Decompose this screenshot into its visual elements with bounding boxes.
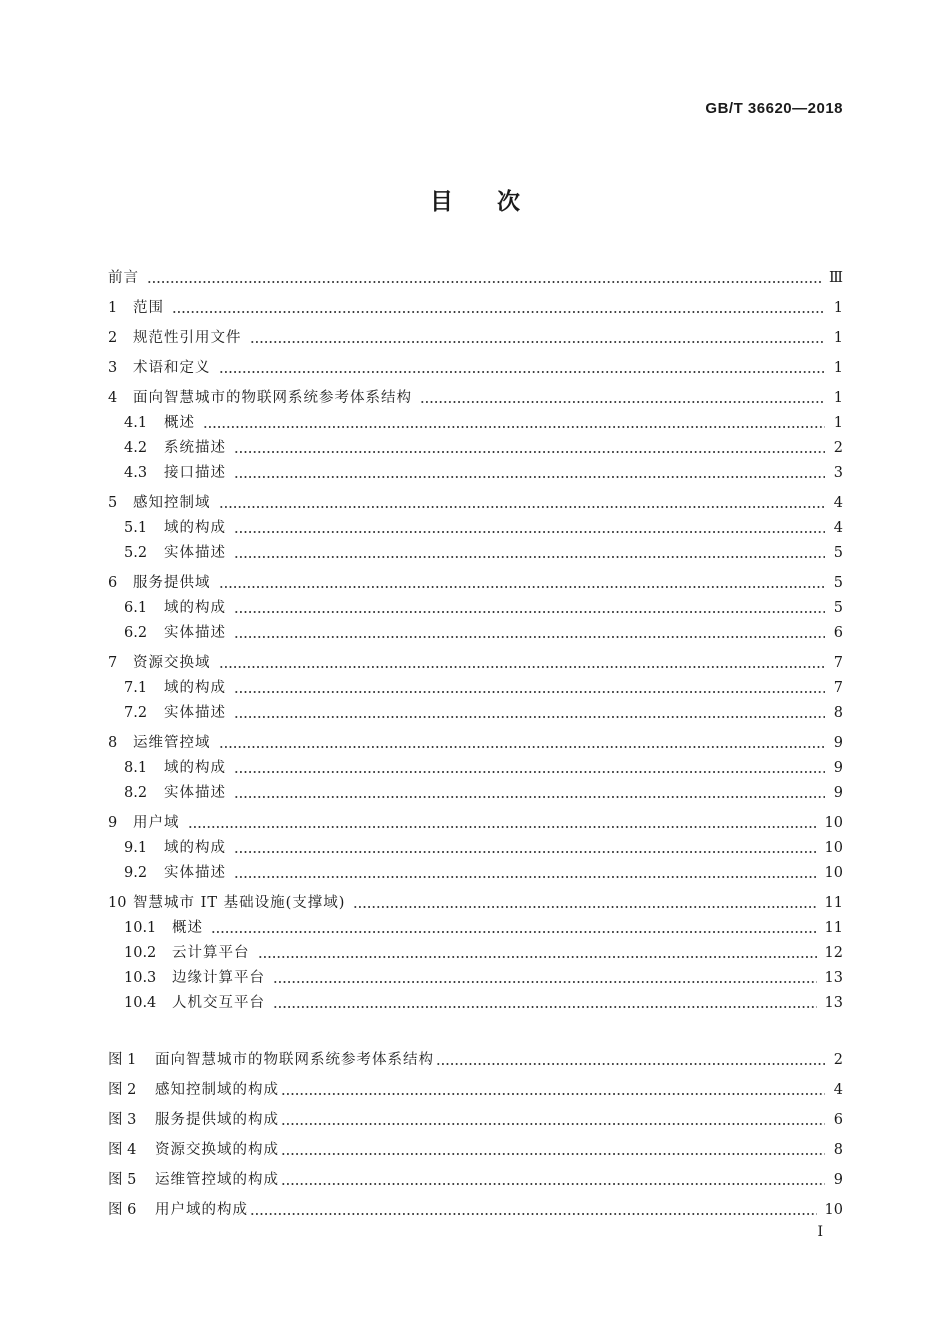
toc-entry[interactable] [108, 262, 843, 287]
figure-entry-page: 8 [833, 1142, 843, 1158]
toc-entry-label: 运维管控域 [133, 735, 211, 751]
figure-entry-number: 图 4 [108, 1142, 137, 1158]
toc-entry-number: 7.1 [124, 680, 148, 696]
toc-entry-label: 前言 [108, 270, 139, 286]
toc-entry-page: 1 [833, 330, 843, 346]
figure-entry-label: 服务提供域的构成 [155, 1112, 279, 1128]
figure-entry-label: 资源交换域的构成 [155, 1142, 279, 1158]
toc-leader-dots [250, 341, 826, 343]
figure-entry-label: 运维管控域的构成 [155, 1172, 279, 1188]
toc-leader-dots [420, 401, 825, 403]
toc-leader-dots [234, 531, 825, 533]
toc-entry[interactable] [108, 487, 843, 512]
toc-entry[interactable] [108, 807, 843, 832]
figure-entry-number: 图 3 [108, 1112, 137, 1128]
toc-entry[interactable] [108, 567, 843, 592]
toc-leader-dots [234, 876, 817, 878]
figure-entry-page: 6 [833, 1112, 843, 1128]
toc-entry-label: 感知控制域 [133, 495, 211, 511]
toc-leader-dots [353, 906, 816, 908]
toc-leader-dots [219, 371, 826, 373]
toc-entry-label: 面向智慧城市的物联网系统参考体系结构 [133, 390, 412, 406]
toc-entry[interactable] [108, 727, 843, 752]
toc-entry-label: 接口描述 [164, 465, 226, 481]
toc-entry-number: 4.2 [124, 440, 148, 456]
figure-entry[interactable] [108, 1104, 843, 1129]
toc-entry[interactable] [124, 407, 843, 432]
toc-leader-dots [234, 716, 825, 718]
toc-leader-dots [234, 771, 825, 773]
toc-entry[interactable] [108, 352, 843, 377]
toc-entry-page: 13 [824, 970, 843, 986]
toc-leader-dots [234, 851, 817, 853]
toc-leader-dots [273, 1006, 817, 1008]
figure-entry-page: 4 [833, 1082, 843, 1098]
toc-entry-label: 实体描述 [164, 785, 226, 801]
toc-entry-number: 9.2 [124, 865, 148, 881]
figure-leader-dots [281, 1183, 825, 1185]
toc-entry-label: 规范性引用文件 [133, 330, 242, 346]
toc-entry-page: 5 [833, 545, 843, 561]
toc-entry-page: 4 [833, 495, 843, 511]
toc-entry-page: 10 [824, 840, 843, 856]
toc-entry-page: 12 [824, 945, 843, 961]
toc-entry-number: 10.1 [124, 920, 157, 936]
toc-entry[interactable] [124, 962, 843, 987]
figure-entry[interactable] [108, 1134, 843, 1159]
toc-entry-number: 8.2 [124, 785, 148, 801]
toc-entry-label: 边缘计算平台 [172, 970, 265, 986]
toc-leader-dots [203, 426, 825, 428]
toc-entry-number: 4.3 [124, 465, 148, 481]
toc-entry-number: 6 [108, 575, 118, 591]
toc-entry-label: 域的构成 [164, 600, 226, 616]
figure-leader-dots [250, 1213, 817, 1215]
toc-entry-number: 1 [108, 300, 118, 316]
toc-leader-dots [234, 451, 825, 453]
toc-entry-label: 人机交互平台 [172, 995, 265, 1011]
toc-leader-dots [234, 476, 825, 478]
figure-entry-label: 面向智慧城市的物联网系统参考体系结构 [155, 1052, 434, 1068]
toc-leader-dots [234, 611, 825, 613]
toc-entry-label: 实体描述 [164, 545, 226, 561]
toc-entry-number: 9.1 [124, 840, 148, 856]
toc-leader-dots [234, 556, 825, 558]
figure-entry[interactable] [108, 1164, 843, 1189]
standard-code: GB/T 36620—2018 [705, 100, 843, 117]
toc-leader-dots [147, 281, 821, 283]
toc-entry-number: 4.1 [124, 415, 148, 431]
figure-entry[interactable] [108, 1194, 843, 1219]
figure-entry[interactable] [108, 1074, 843, 1099]
toc-entry-label: 域的构成 [164, 760, 226, 776]
toc-leader-dots [234, 636, 825, 638]
toc-entry-page: Ⅲ [829, 270, 843, 286]
figure-entry-label: 用户域的构成 [155, 1202, 248, 1218]
toc-entry-number: 6.2 [124, 625, 148, 641]
figure-entry-number: 图 2 [108, 1082, 137, 1098]
toc-entry-number: 2 [108, 330, 118, 346]
figure-leader-dots [436, 1063, 825, 1065]
toc-entry-label: 智慧城市 IT 基础设施(支撑域) [133, 895, 346, 911]
toc-entry-label: 概述 [164, 415, 195, 431]
toc-leader-dots [219, 586, 826, 588]
figure-entry-number: 图 5 [108, 1172, 137, 1188]
toc-entry-page: 11 [824, 895, 843, 911]
toc-entry-number: 5 [108, 495, 118, 511]
figure-entry[interactable] [108, 1044, 843, 1069]
toc-entry-page: 3 [833, 465, 843, 481]
figure-entry-page: 9 [833, 1172, 843, 1188]
toc-entry-label: 实体描述 [164, 705, 226, 721]
footer-page-number: I [817, 1224, 823, 1240]
toc-entry-page: 2 [833, 440, 843, 456]
toc-leader-dots [172, 311, 825, 313]
figure-entry-page: 2 [833, 1052, 843, 1068]
toc-entry-number: 3 [108, 360, 118, 376]
toc-entry[interactable] [124, 672, 843, 697]
figure-entry-number: 图 1 [108, 1052, 137, 1068]
toc-entry[interactable] [124, 537, 843, 562]
page-title: 目次 [430, 189, 564, 215]
toc-entry-label: 服务提供域 [133, 575, 211, 591]
toc-leader-dots [188, 826, 817, 828]
toc-entry[interactable] [124, 617, 843, 642]
toc-entry[interactable] [124, 697, 843, 722]
toc-entry-page: 10 [824, 865, 843, 881]
toc-entry-label: 范围 [133, 300, 164, 316]
toc-leader-dots [219, 746, 826, 748]
toc-entry[interactable] [124, 777, 843, 802]
toc-entry[interactable] [108, 382, 843, 407]
toc-entry-page: 6 [833, 625, 843, 641]
toc-entry-number: 7 [108, 655, 118, 671]
toc-entry-label: 实体描述 [164, 625, 226, 641]
figure-leader-dots [281, 1153, 825, 1155]
toc-entry-page: 1 [833, 360, 843, 376]
toc-entry-number: 9 [108, 815, 118, 831]
toc-entry[interactable] [124, 987, 843, 1012]
toc-leader-dots [273, 981, 817, 983]
toc-entry-page: 10 [824, 815, 843, 831]
toc-leader-dots [258, 956, 817, 958]
toc-entry-label: 用户域 [133, 815, 180, 831]
toc-entry-number: 6.1 [124, 600, 148, 616]
toc-entry[interactable] [124, 937, 843, 962]
toc-entry[interactable] [124, 752, 843, 777]
toc-entry[interactable] [108, 647, 843, 672]
toc-entry-number: 10 [108, 895, 127, 911]
toc-entry-page: 9 [833, 735, 843, 751]
toc-entry-label: 术语和定义 [133, 360, 211, 376]
toc-entry-number: 10.3 [124, 970, 157, 986]
toc-entry-page: 5 [833, 600, 843, 616]
toc-entry-number: 10.2 [124, 945, 157, 961]
toc-entry[interactable] [108, 292, 843, 317]
toc-entry-number: 5.2 [124, 545, 148, 561]
toc-leader-dots [234, 691, 825, 693]
toc-entry[interactable] [124, 857, 843, 882]
toc-entry[interactable] [108, 322, 843, 347]
toc-entry[interactable] [124, 512, 843, 537]
figure-entry-label: 感知控制域的构成 [155, 1082, 279, 1098]
toc-entry-page: 11 [824, 920, 843, 936]
toc-entry[interactable] [124, 457, 843, 482]
figure-entry-number: 图 6 [108, 1202, 137, 1218]
toc-entry-number: 8 [108, 735, 118, 751]
toc-leader-dots [234, 796, 825, 798]
toc-entry-page: 9 [833, 785, 843, 801]
toc-leader-dots [211, 931, 817, 933]
toc-entry[interactable] [108, 887, 843, 912]
toc-entry-number: 10.4 [124, 995, 157, 1011]
toc-entry[interactable] [124, 432, 843, 457]
figure-leader-dots [281, 1093, 825, 1095]
toc-entry[interactable] [124, 592, 843, 617]
toc-entry-page: 7 [833, 655, 843, 671]
toc-entry-number: 8.1 [124, 760, 148, 776]
toc-entry-number: 5.1 [124, 520, 148, 536]
toc-entry-label: 概述 [172, 920, 203, 936]
toc-entry-label: 域的构成 [164, 520, 226, 536]
figure-leader-dots [281, 1123, 825, 1125]
toc-entry-label: 实体描述 [164, 865, 226, 881]
toc-entry-page: 5 [833, 575, 843, 591]
toc-entry[interactable] [124, 832, 843, 857]
toc-entry-label: 系统描述 [164, 440, 226, 456]
toc-entry-page: 9 [833, 760, 843, 776]
toc-entry-page: 1 [833, 390, 843, 406]
toc-entry-label: 资源交换域 [133, 655, 211, 671]
toc-entry-number: 4 [108, 390, 118, 406]
figure-entry-page: 10 [824, 1202, 843, 1218]
toc-entry-label: 云计算平台 [172, 945, 250, 961]
toc-entry-page: 4 [833, 520, 843, 536]
toc-entry-page: 8 [833, 705, 843, 721]
toc-leader-dots [219, 666, 826, 668]
toc-entry-page: 13 [824, 995, 843, 1011]
toc-leader-dots [219, 506, 826, 508]
toc-entry-page: 1 [833, 415, 843, 431]
toc-entry-number: 7.2 [124, 705, 148, 721]
toc-entry-page: 1 [833, 300, 843, 316]
toc-entry-label: 域的构成 [164, 840, 226, 856]
toc-entry[interactable] [124, 912, 843, 937]
toc-entry-label: 域的构成 [164, 680, 226, 696]
toc-entry-page: 7 [833, 680, 843, 696]
